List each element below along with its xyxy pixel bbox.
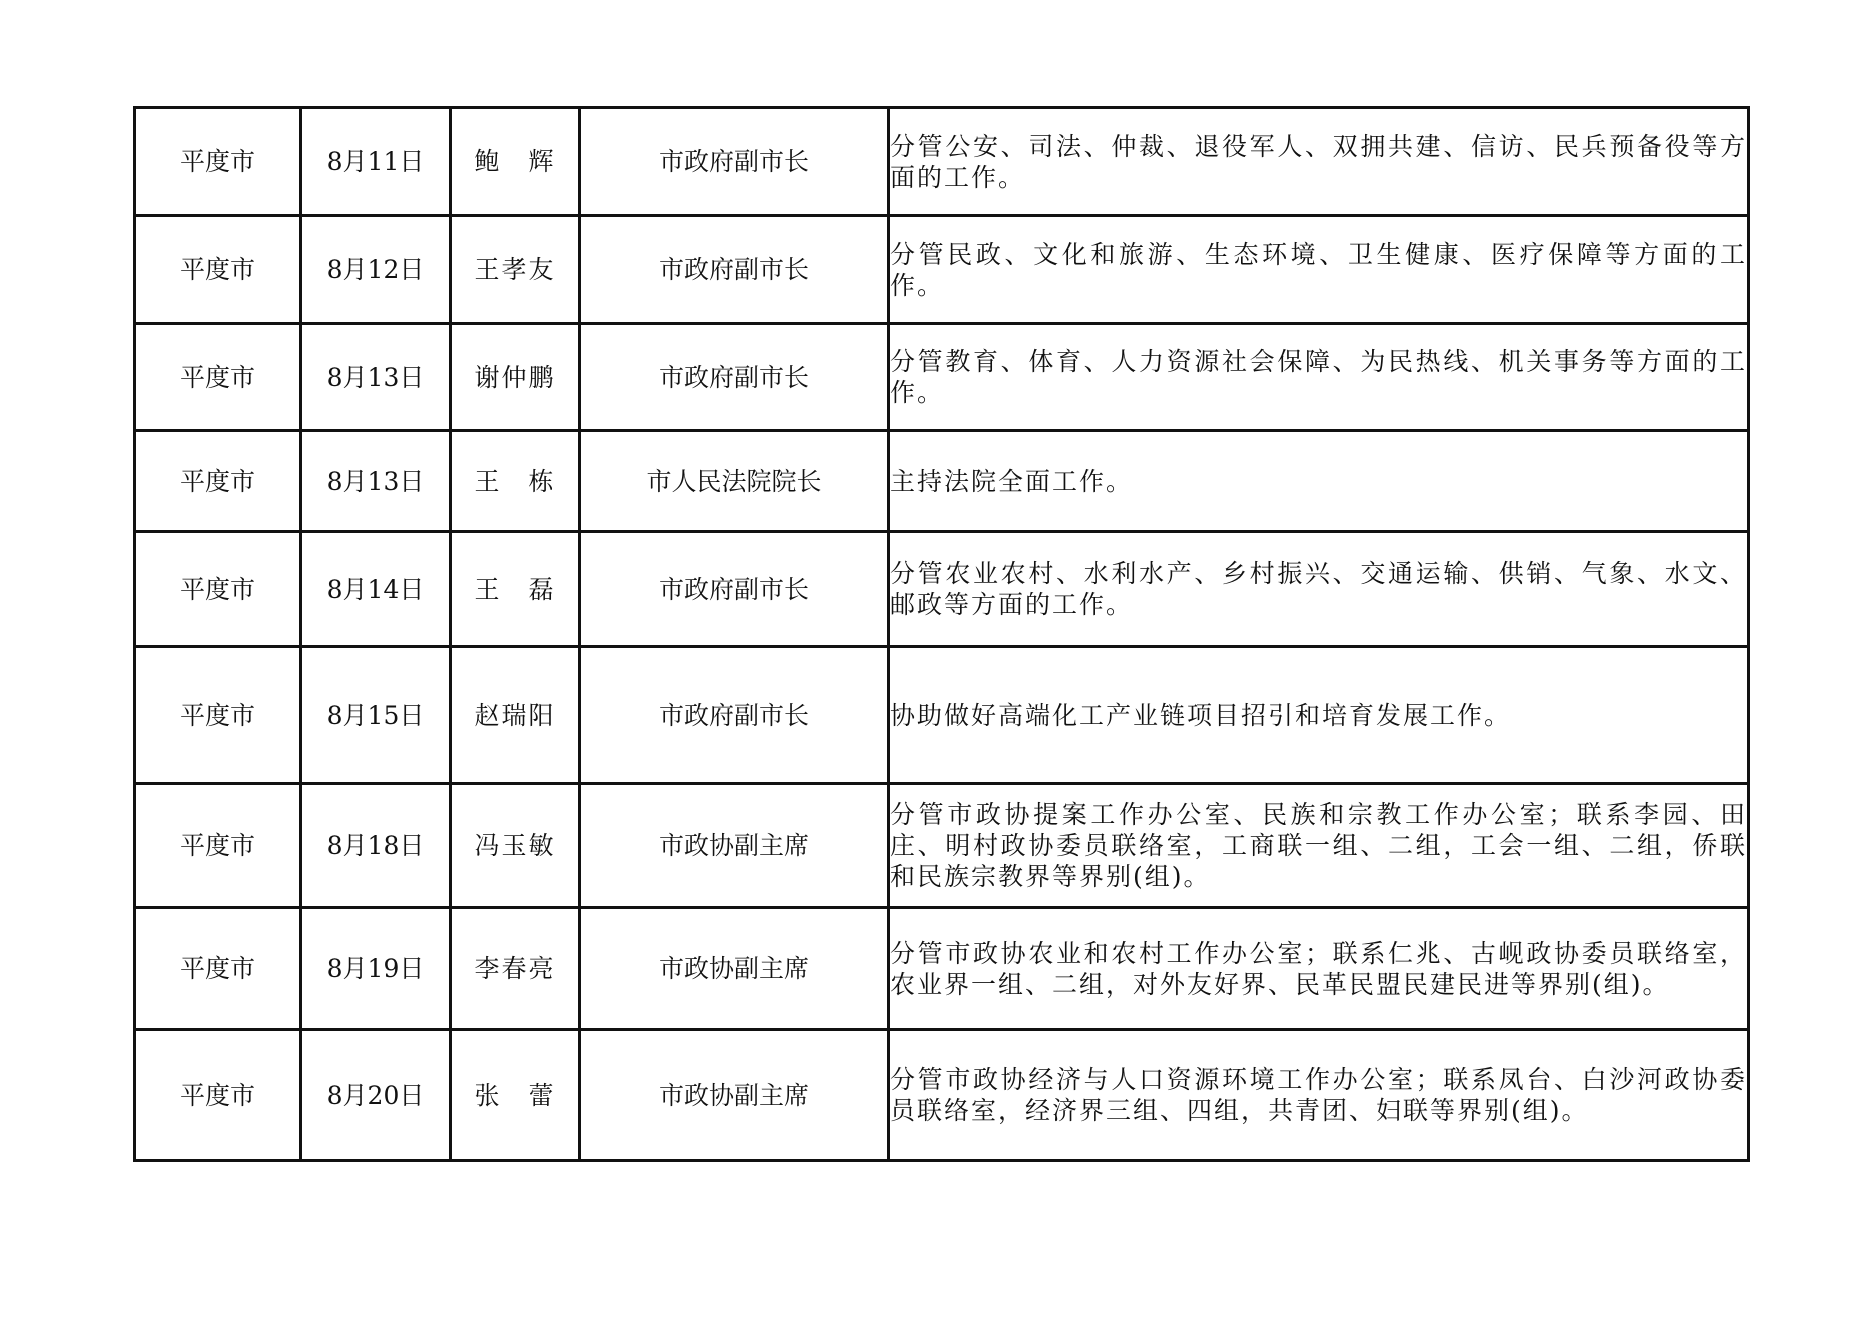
person-name: 赵瑞阳: [474, 700, 556, 730]
person-name: 谢仲鹏: [474, 362, 556, 392]
table-row: [135, 532, 1749, 647]
name-cell: [451, 532, 580, 647]
table-row: [135, 1030, 1749, 1161]
post-cell: 市政府副市长: [580, 647, 889, 784]
person-name: 冯玉敏: [474, 831, 556, 860]
duty-cell: 协助做好高端化工产业链项目招引和培育发展工作。: [889, 647, 1749, 784]
name-cell: [451, 1030, 580, 1161]
name-cell: [451, 431, 580, 532]
city-cell: 平度市: [135, 647, 301, 784]
name-cell: [451, 784, 580, 908]
duty-cell: 主持法院全面工作。: [889, 431, 1749, 532]
table-row: [135, 108, 1749, 216]
schedule-table: [133, 106, 1750, 1162]
duty-cell: 分管教育、体育、人力资源社会保障、为民热线、机关事务等方面的工作。: [889, 324, 1749, 431]
duty-cell: 分管民政、文化和旅游、生态环境、卫生健康、医疗保障等方面的工作。: [889, 216, 1749, 324]
table-row: [135, 784, 1749, 908]
person-name: 王 栋: [474, 466, 556, 496]
post-cell: 市政协副主席: [580, 1030, 889, 1161]
duty-cell: 分管公安、司法、仲裁、退役军人、双拥共建、信访、民兵预备役等方面的工作。: [889, 108, 1749, 216]
person-name: 鲍 辉: [474, 147, 556, 176]
name-cell: [451, 908, 580, 1030]
city-cell: 平度市: [135, 532, 301, 647]
person-name: 王孝友: [474, 255, 556, 284]
city-cell: 平度市: [135, 908, 301, 1030]
city-cell: 平度市: [135, 1030, 301, 1161]
table-row: [135, 324, 1749, 431]
date-cell: 8月18日: [301, 784, 451, 908]
city-cell: 平度市: [135, 324, 301, 431]
date-cell: 8月13日: [301, 431, 451, 532]
post-cell: 市政协副主席: [580, 908, 889, 1030]
date-cell: 8月15日: [301, 647, 451, 784]
post-cell: 市政府副市长: [580, 108, 889, 216]
date-cell: 8月14日: [301, 532, 451, 647]
post-cell: 市人民法院院长: [580, 431, 889, 532]
duty-cell: 分管市政协提案工作办公室、民族和宗教工作办公室；联系李园、田庄、明村政协委员联络室，工商联一组、二组，工会一组、二组，侨联和民族宗教界等界别(组)。: [889, 784, 1749, 908]
name-cell: [451, 324, 580, 431]
person-name: 李春亮: [474, 954, 556, 983]
table-row: [135, 647, 1749, 784]
city-cell: 平度市: [135, 108, 301, 216]
duty-cell: 分管农业农村、水利水产、乡村振兴、交通运输、供销、气象、水文、邮政等方面的工作。: [889, 532, 1749, 647]
post-cell: 市政府副市长: [580, 324, 889, 431]
table-row: [135, 908, 1749, 1030]
duty-cell: 分管市政协农业和农村工作办公室；联系仁兆、古岘政协委员联络室，农业界一组、二组，对外友好界、民革民盟民建民进等界别(组)。: [889, 908, 1749, 1030]
date-cell: 8月11日: [301, 108, 451, 216]
city-cell: 平度市: [135, 784, 301, 908]
date-cell: 8月13日: [301, 324, 451, 431]
post-cell: 市政府副市长: [580, 216, 889, 324]
table-row: [135, 216, 1749, 324]
post-cell: 市政府副市长: [580, 532, 889, 647]
table-row: [135, 431, 1749, 532]
name-cell: [451, 216, 580, 324]
person-name: 王 磊: [474, 574, 556, 604]
date-cell: 8月12日: [301, 216, 451, 324]
name-cell: [451, 108, 580, 216]
duty-cell: 分管市政协经济与人口资源环境工作办公室；联系凤台、白沙河政协委员联络室，经济界三组、四组，共青团、妇联等界别(组)。: [889, 1030, 1749, 1161]
date-cell: 8月20日: [301, 1030, 451, 1161]
date-cell: 8月19日: [301, 908, 451, 1030]
post-cell: 市政协副主席: [580, 784, 889, 908]
name-cell: [451, 647, 580, 784]
city-cell: 平度市: [135, 431, 301, 532]
city-cell: 平度市: [135, 216, 301, 324]
person-name: 张 蕾: [474, 1080, 556, 1110]
